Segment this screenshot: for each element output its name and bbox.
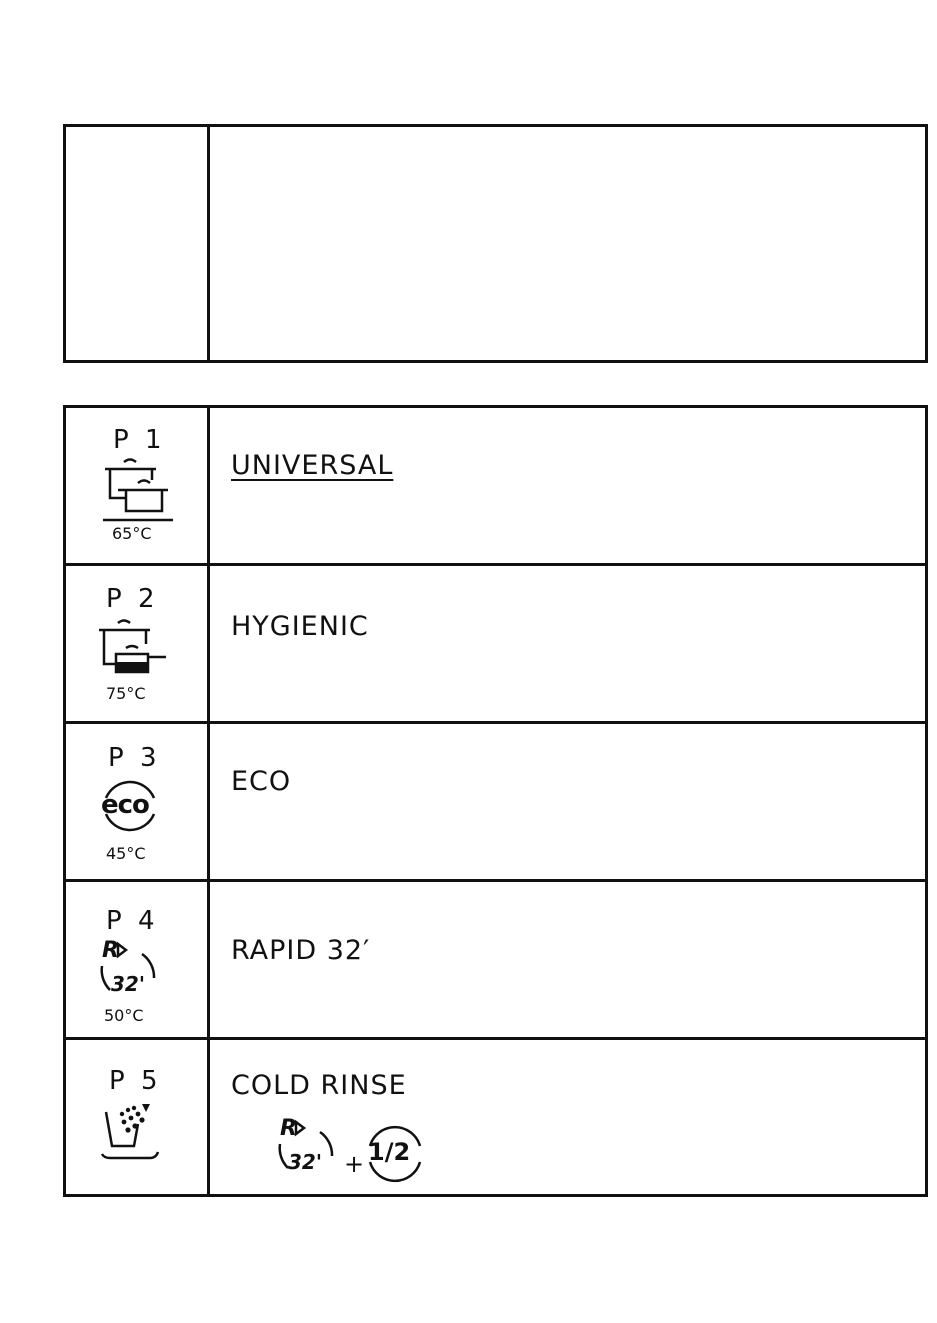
program-row-p4 (66, 879, 925, 1040)
program-temp: 45°C (106, 844, 146, 863)
program-temp: 75°C (106, 684, 146, 703)
combo-rapid-time: 32' (288, 1150, 322, 1174)
program-name: HYGIENIC (231, 611, 369, 642)
program-temp: 65°C (112, 524, 152, 543)
program-code: P 2 (106, 584, 159, 614)
program-row-p2 (66, 563, 925, 724)
combo-plus: + (344, 1150, 365, 1178)
program-temp: 50°C (104, 1006, 144, 1025)
rapid-icon-letter: R (102, 938, 119, 963)
combo-rapid-letter: R (280, 1116, 297, 1141)
pot-heat-icon (96, 616, 168, 674)
program-name: UNIVERSAL (231, 450, 394, 481)
programs-table (63, 405, 928, 1197)
half-load-text: 1/2 (368, 1138, 411, 1166)
pots-icon (102, 454, 174, 524)
program-row-p3 (66, 721, 925, 882)
column-divider (207, 127, 210, 360)
program-code: P 4 (106, 906, 159, 936)
header-table (63, 124, 928, 363)
program-name: COLD RINSE (231, 1070, 407, 1101)
program-name: ECO (231, 766, 292, 797)
program-name: RAPID 32′ (231, 935, 371, 966)
program-code: P 1 (113, 425, 166, 455)
program-row-p1 (66, 408, 925, 563)
rapid-icon-time: 32' (111, 972, 145, 996)
program-code: P 5 (109, 1066, 162, 1096)
rinse-icon (100, 1100, 162, 1160)
program-row-p5 (66, 1037, 925, 1197)
eco-icon-text: eco (101, 790, 149, 820)
program-code: P 3 (108, 743, 161, 773)
